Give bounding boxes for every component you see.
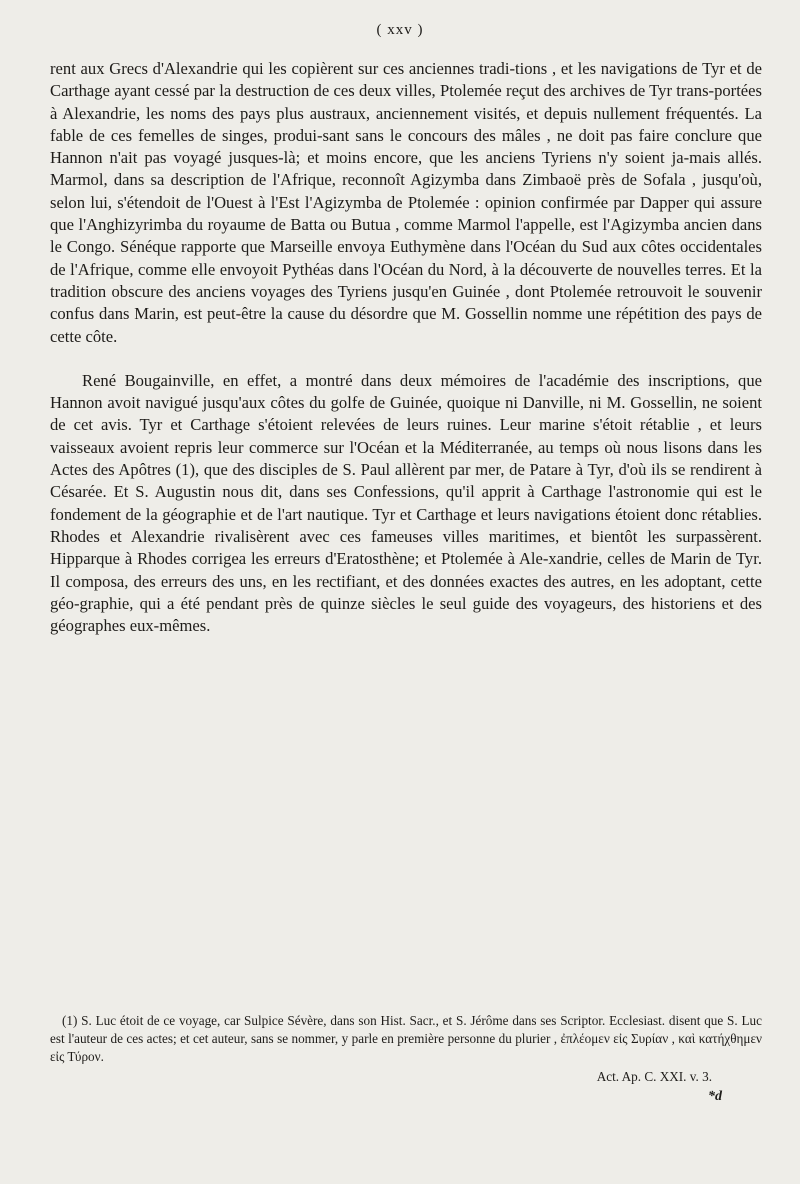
footnote: (1) S. Luc étoit de ce voyage, car Sulpice Sévère, dans son Hist. Sacr., et S. Jérôme dans ses Scriptor. Ecclesiast. disent que S. Luc est l'auteur de ces actes; et cet auteur, sans se nommer, y parle en première personne du plurier , ἐπλέομεν εἰς Συρίαν , καὶ κατήχθημεν εἰς Τύρον. [50, 1013, 762, 1064]
main-text [50, 58, 762, 637]
footnote-reference [0, 1069, 712, 1085]
page-number: ( xxv ) [376, 22, 424, 38]
paragraph-1: rent aux Grecs d'Alexandrie qui les copièrent sur ces anciennes tradi-tions , et les navigations de Tyr et de Carthage ayant cessé par la destruction de ces deux villes, Ptolemée reçut des archives de Tyr trans-portées à Alexandrie, les noms des pays plus austraux, anciennement visités, et depuis nullement fréquentés. La fable de ces femelles de singes, produi-sant sans le concours des mâles , ne doit pas faire conclure que Hannon n'ait pas voyagé jusques-là; et moins encore, que les anciens Tyriens n'y soient ja-mais allés. Marmol, dans sa description de l'Afrique, reconnoît Agizymba dans Zimbaoë près de Sofala , jusqu'où, selon lui, s'étendoit de l'Ouest à l'Est l'Agizymba de Ptolemée : opinion confirmée par Dapper qui assure que l'Anghizyrimba du royaume de Batta ou Butua , comme Marmol l'appelle, est l'Agizymba ancien dans le Congo. Sénéque rapporte que Marseille envoya Euthymène dans l'Océan du Sud aux côtes occidentales de l'Afrique, comme elle envoyoit Pythéas dans l'Océan du Nord, à la découverte de nouvelles terres. Et la tradition obscure des anciens voyages des Tyriens jusqu'en Guinée , dont Ptolemée retrouvoit le souvenir confus dans Marin, est peut-être la cause du désordre que M. Gossellin nomme une répétition des pays de cette côte. [50, 59, 762, 346]
footnote-reference-text: Act. Ap. C. XXI. v. 3. [596, 1069, 712, 1084]
paragraph-2: René Bougainville, en effet, a montré dans deux mémoires de l'académie des inscriptions, que Hannon avoit navigué jusqu'aux côtes du golfe de Guinée, quoique ni Danville, ni M. Gossellin, ne soient de cet avis. Tyr et Carthage s'étoient relevées de leurs ruines. Leur marine s'étoit rétablie , et leurs vaisseaux avoient repris leur commerce sur l'Océan et la Méditerranée, au temps où nous lisons dans les Actes des Apôtres (1), que des disciples de S. Paul allèrent par mer, de Patare à Tyr, d'où ils se rendirent à Césarée. Et S. Augustin nous dit, dans ses Confessions, qu'il apprit à Carthage l'astronomie qui est le fondement de la géographie et de l'art nautique. Tyr et Carthage et leurs navigations étoient donc rétablies. Rhodes et Alexandrie rivalisèrent avec ces fameuses villes maritimes, et bientôt les surpassèrent. Hipparque à Rhodes corrigea les erreurs d'Eratosthène; et Ptolemée à Ale-xandrie, celles de Marin de Tyr. Il composa, des erreurs des uns, en les rectifiant, et des données exactes des autres, en les adoptant, cette géo-graphie, qui a été pendant près de quinze siècles le seul guide des voyageurs, des historiens et des géographes eux-mêmes. [50, 370, 762, 636]
paragraph-gap [50, 348, 762, 370]
signature-mark: *d [708, 1089, 722, 1104]
